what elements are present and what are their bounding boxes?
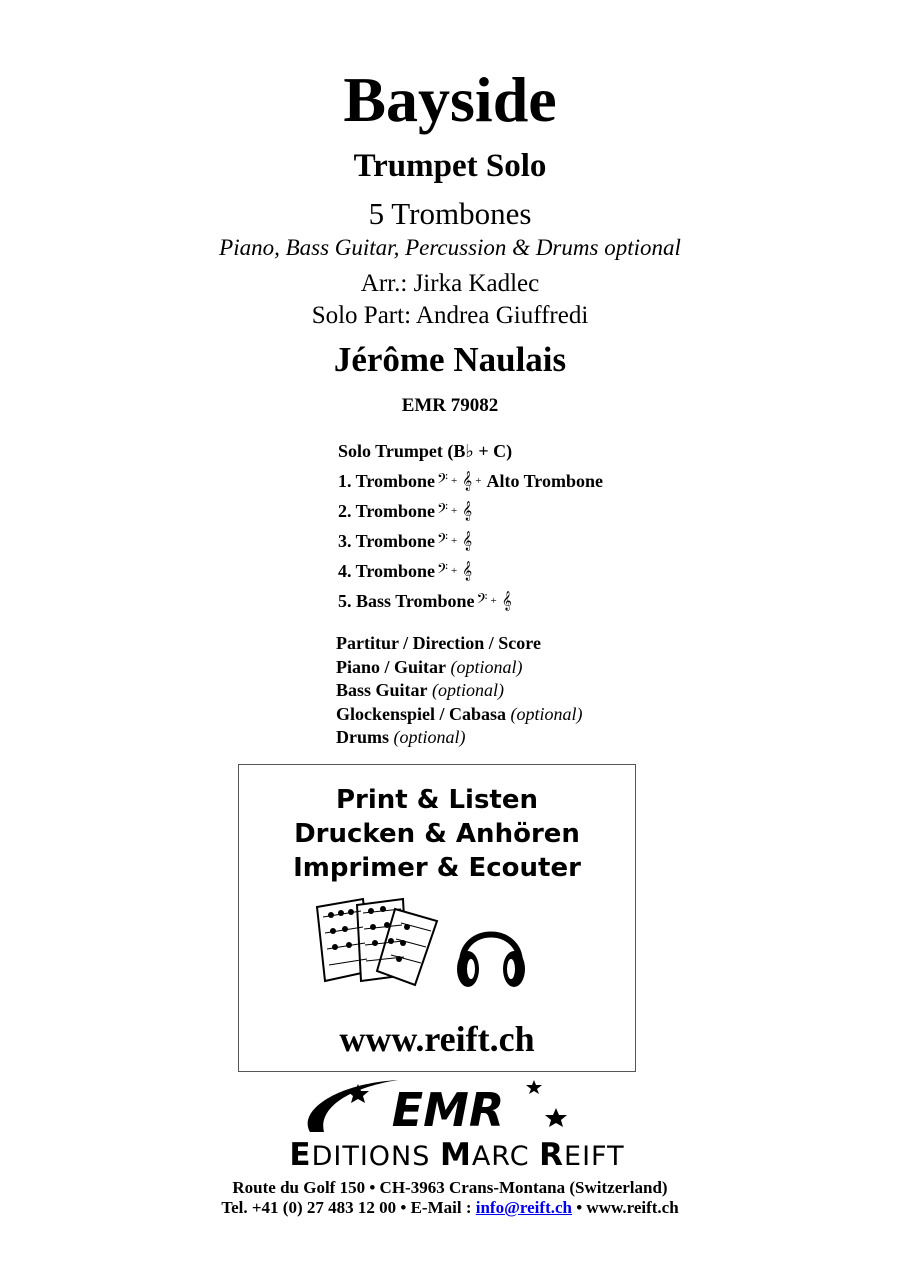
promo-url[interactable]: www.reift.ch [339,1019,535,1059]
arranger: Arr.: Jirka Kadlec [360,270,540,297]
publisher-address: Route du Golf 150 • CH-3963 Crans-Montana (Switzerland) [232,1178,668,1197]
part-label: Solo Trumpet (B♭ + C) [338,441,513,461]
promo-line: Imprimer & Ecouter [293,853,581,883]
part-label: 2. Trombone [338,501,436,521]
extra-note: (optional) [450,656,523,677]
part-label: 5. Bass Trombone [338,591,475,611]
score-title: Bayside [343,64,557,135]
extra-item [336,632,583,656]
solo-part-credit: Solo Part: Andrea Giuffredi [311,302,589,329]
bass-clef-icon: 𝄢 [437,531,448,551]
treble-clef-icon: 𝄞 [462,531,473,551]
print-listen-box [238,764,636,1072]
publisher-initial: M [439,1137,472,1173]
ensemble: 5 Trombones [368,196,532,231]
treble-clef-icon: 𝄞 [462,561,473,581]
logo-text: EMR [391,1083,505,1137]
clef-plus: + [450,475,458,487]
extra-item [336,679,583,703]
extra-item [336,726,583,750]
promo-line: Drucken & Anhören [294,819,580,849]
composer: Jérôme Naulais [333,340,567,379]
treble-clef-icon: 𝄞 [462,501,473,521]
extra-item [336,703,583,727]
part-label: 3. Trombone [338,531,436,551]
publisher-contact [0,1197,900,1219]
parts-list [338,436,603,616]
bass-clef-icon: 𝄢 [437,471,448,491]
part-item [338,556,603,586]
extra-note: (optional) [393,727,466,747]
publisher-word: ARC [471,1141,540,1172]
contact-website: • www.reift.ch [571,1198,679,1217]
extras-list [336,632,583,750]
bass-clef-icon: 𝄢 [476,591,488,611]
publisher-word: DITIONS [311,1141,440,1172]
treble-clef-icon: 𝄞 [462,471,473,491]
extra-label: Piano / Guitar [336,656,447,677]
part-extra: Alto Trombone [486,471,603,491]
extra-note: (optional) [510,703,583,724]
extra-label: Bass Guitar [336,680,428,700]
part-item [338,526,603,556]
part-item [338,586,603,616]
score-subtitle: Trumpet Solo [353,148,547,184]
publisher-initial: R [539,1137,565,1173]
clef-plus: + [450,505,458,517]
part-label: 4. Trombone [338,561,436,581]
email-link[interactable]: info@reift.ch [475,1198,572,1217]
part-item [338,496,603,526]
clef-plus: + [475,475,482,487]
clef-plus: + [450,535,458,547]
optional-instruments: Piano, Bass Guitar, Percussion & Drums optional [219,235,681,260]
extra-label: Drums [336,727,389,747]
publisher-word: EIFT [564,1141,625,1172]
extra-label: Glockenspiel / Cabasa [336,703,507,724]
sheet-music-icon [311,895,441,987]
clef-plus: + [490,595,497,607]
bass-clef-icon: 𝄢 [437,501,448,521]
extra-item [336,656,583,680]
extra-label: Partitur / Direction / Score [336,633,541,653]
headphones-icon [454,915,528,991]
clef-plus: + [450,565,458,577]
treble-clef-icon: 𝄞 [501,591,512,611]
publisher-name [238,1137,676,1175]
emr-logo [238,1074,676,1140]
part-label: 1. Trombone [338,471,436,491]
promo-line: Print & Listen [335,785,539,815]
catalog-number: EMR 79082 [401,395,499,416]
part-item [338,466,603,496]
publisher-initial: E [289,1137,312,1173]
part-item [338,436,603,466]
extra-note: (optional) [432,680,505,700]
contact-tel: Tel. +41 (0) 27 483 12 00 • E-Mail : [221,1198,476,1217]
bass-clef-icon: 𝄢 [437,561,448,581]
